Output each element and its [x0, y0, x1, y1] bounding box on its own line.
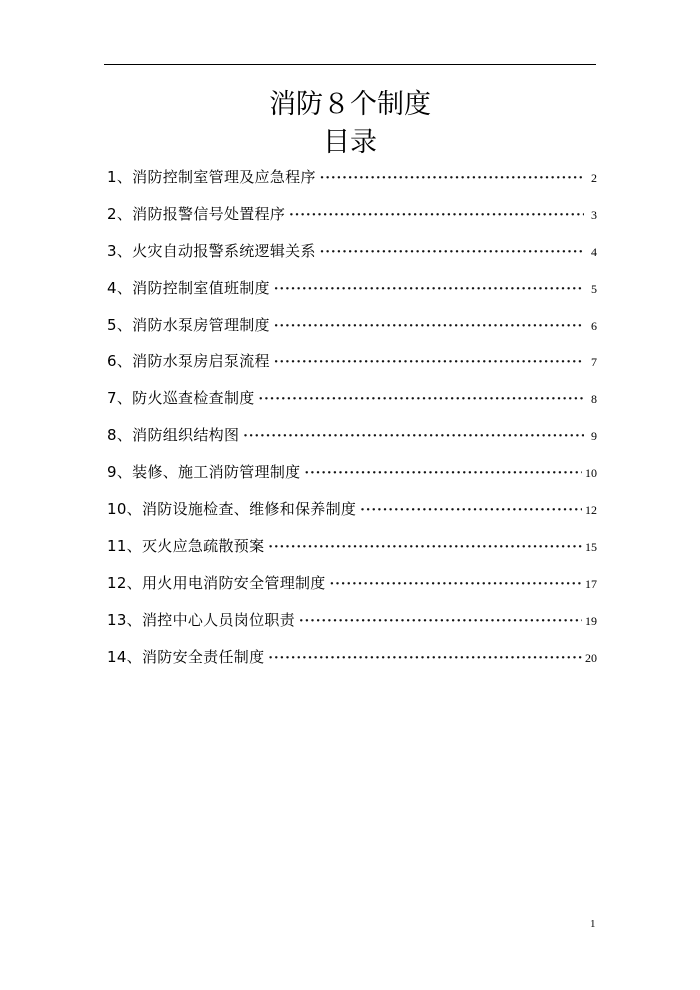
toc-entry-page: 17: [585, 576, 597, 591]
toc-entry-label: 10、消防设施检查、维修和保养制度: [107, 500, 357, 519]
toc-entry-page: 5: [591, 281, 597, 296]
toc-entry[interactable]: [107, 496, 597, 533]
toc-entry-label: 7、防火巡查检查制度: [107, 389, 255, 408]
toc-entry-label: 3、火灾自动报警系统逻辑关系: [107, 241, 316, 260]
toc-entry-label: 13、消控中心人员岗位职责: [107, 610, 295, 629]
toc-entry[interactable]: [107, 312, 597, 349]
page-number: 1: [590, 918, 596, 930]
toc-entry-page: 2: [591, 171, 597, 185]
toc-dot-leader: [259, 387, 584, 413]
toc-entry-label: 11、灭火应急疏散预案: [107, 536, 265, 555]
toc-dot-leader: [289, 203, 584, 229]
toc-dot-leader: [360, 498, 582, 524]
toc-dot-leader: [268, 535, 582, 561]
toc-entry[interactable]: [107, 238, 597, 275]
toc-entry-page: 3: [591, 207, 597, 222]
toc-entry-page: 15: [585, 539, 597, 554]
toc-entry[interactable]: [107, 348, 597, 385]
toc-entry[interactable]: [107, 385, 597, 422]
toc-entry-page: 6: [591, 318, 597, 333]
toc-entry-label: 12、用火用电消防安全管理制度: [107, 573, 326, 592]
toc-entry[interactable]: [107, 275, 597, 312]
toc-entry-page: 20: [585, 650, 597, 665]
toc-entry-page: 4: [591, 244, 597, 259]
document-title: 消防８个制度: [269, 89, 431, 120]
toc-entry[interactable]: [107, 459, 597, 496]
toc-entry-label: 9、装修、施工消防管理制度: [107, 463, 301, 482]
toc-entry-label: 2、消防报警信号处置程序: [107, 204, 286, 223]
toc-dot-leader: [320, 166, 584, 192]
toc-entry-page: 19: [585, 613, 597, 628]
toc-entry-page: 8: [591, 392, 597, 407]
toc-heading: 目录: [323, 127, 377, 158]
toc-entry-label: 14、消防安全责任制度: [107, 647, 265, 666]
toc-entry-label: 1、消防控制室管理及应急程序: [107, 168, 316, 186]
toc-entry[interactable]: [107, 164, 597, 201]
toc-entry[interactable]: [107, 533, 597, 570]
toc-entry-page: 9: [591, 429, 597, 444]
toc-dot-leader: [274, 314, 584, 340]
toc-dot-leader: [268, 646, 582, 672]
toc-dot-leader: [274, 350, 584, 376]
toc-entry-page: 12: [585, 503, 597, 518]
toc-dot-leader: [320, 240, 584, 266]
toc-entry-page: 10: [585, 466, 597, 481]
toc-dot-leader: [330, 572, 582, 598]
toc-entry-label: 5、消防水泵房管理制度: [107, 315, 270, 334]
toc-entry[interactable]: [107, 644, 597, 681]
table-of-contents: [107, 164, 597, 680]
toc-dot-leader: [243, 424, 584, 450]
toc-entry-label: 4、消防控制室值班制度: [107, 278, 270, 297]
toc-entry[interactable]: [107, 570, 597, 607]
toc-dot-leader: [299, 609, 582, 635]
toc-entry-page: 7: [591, 355, 597, 370]
toc-entry[interactable]: [107, 607, 597, 644]
toc-entry[interactable]: [107, 201, 597, 238]
toc-entry[interactable]: [107, 422, 597, 459]
toc-entry-label: 8、消防组织结构图: [107, 426, 240, 445]
toc-entry-label: 6、消防水泵房启泵流程: [107, 352, 270, 371]
header-rule: [104, 64, 596, 65]
toc-dot-leader: [274, 277, 584, 303]
toc-dot-leader: [304, 461, 582, 487]
